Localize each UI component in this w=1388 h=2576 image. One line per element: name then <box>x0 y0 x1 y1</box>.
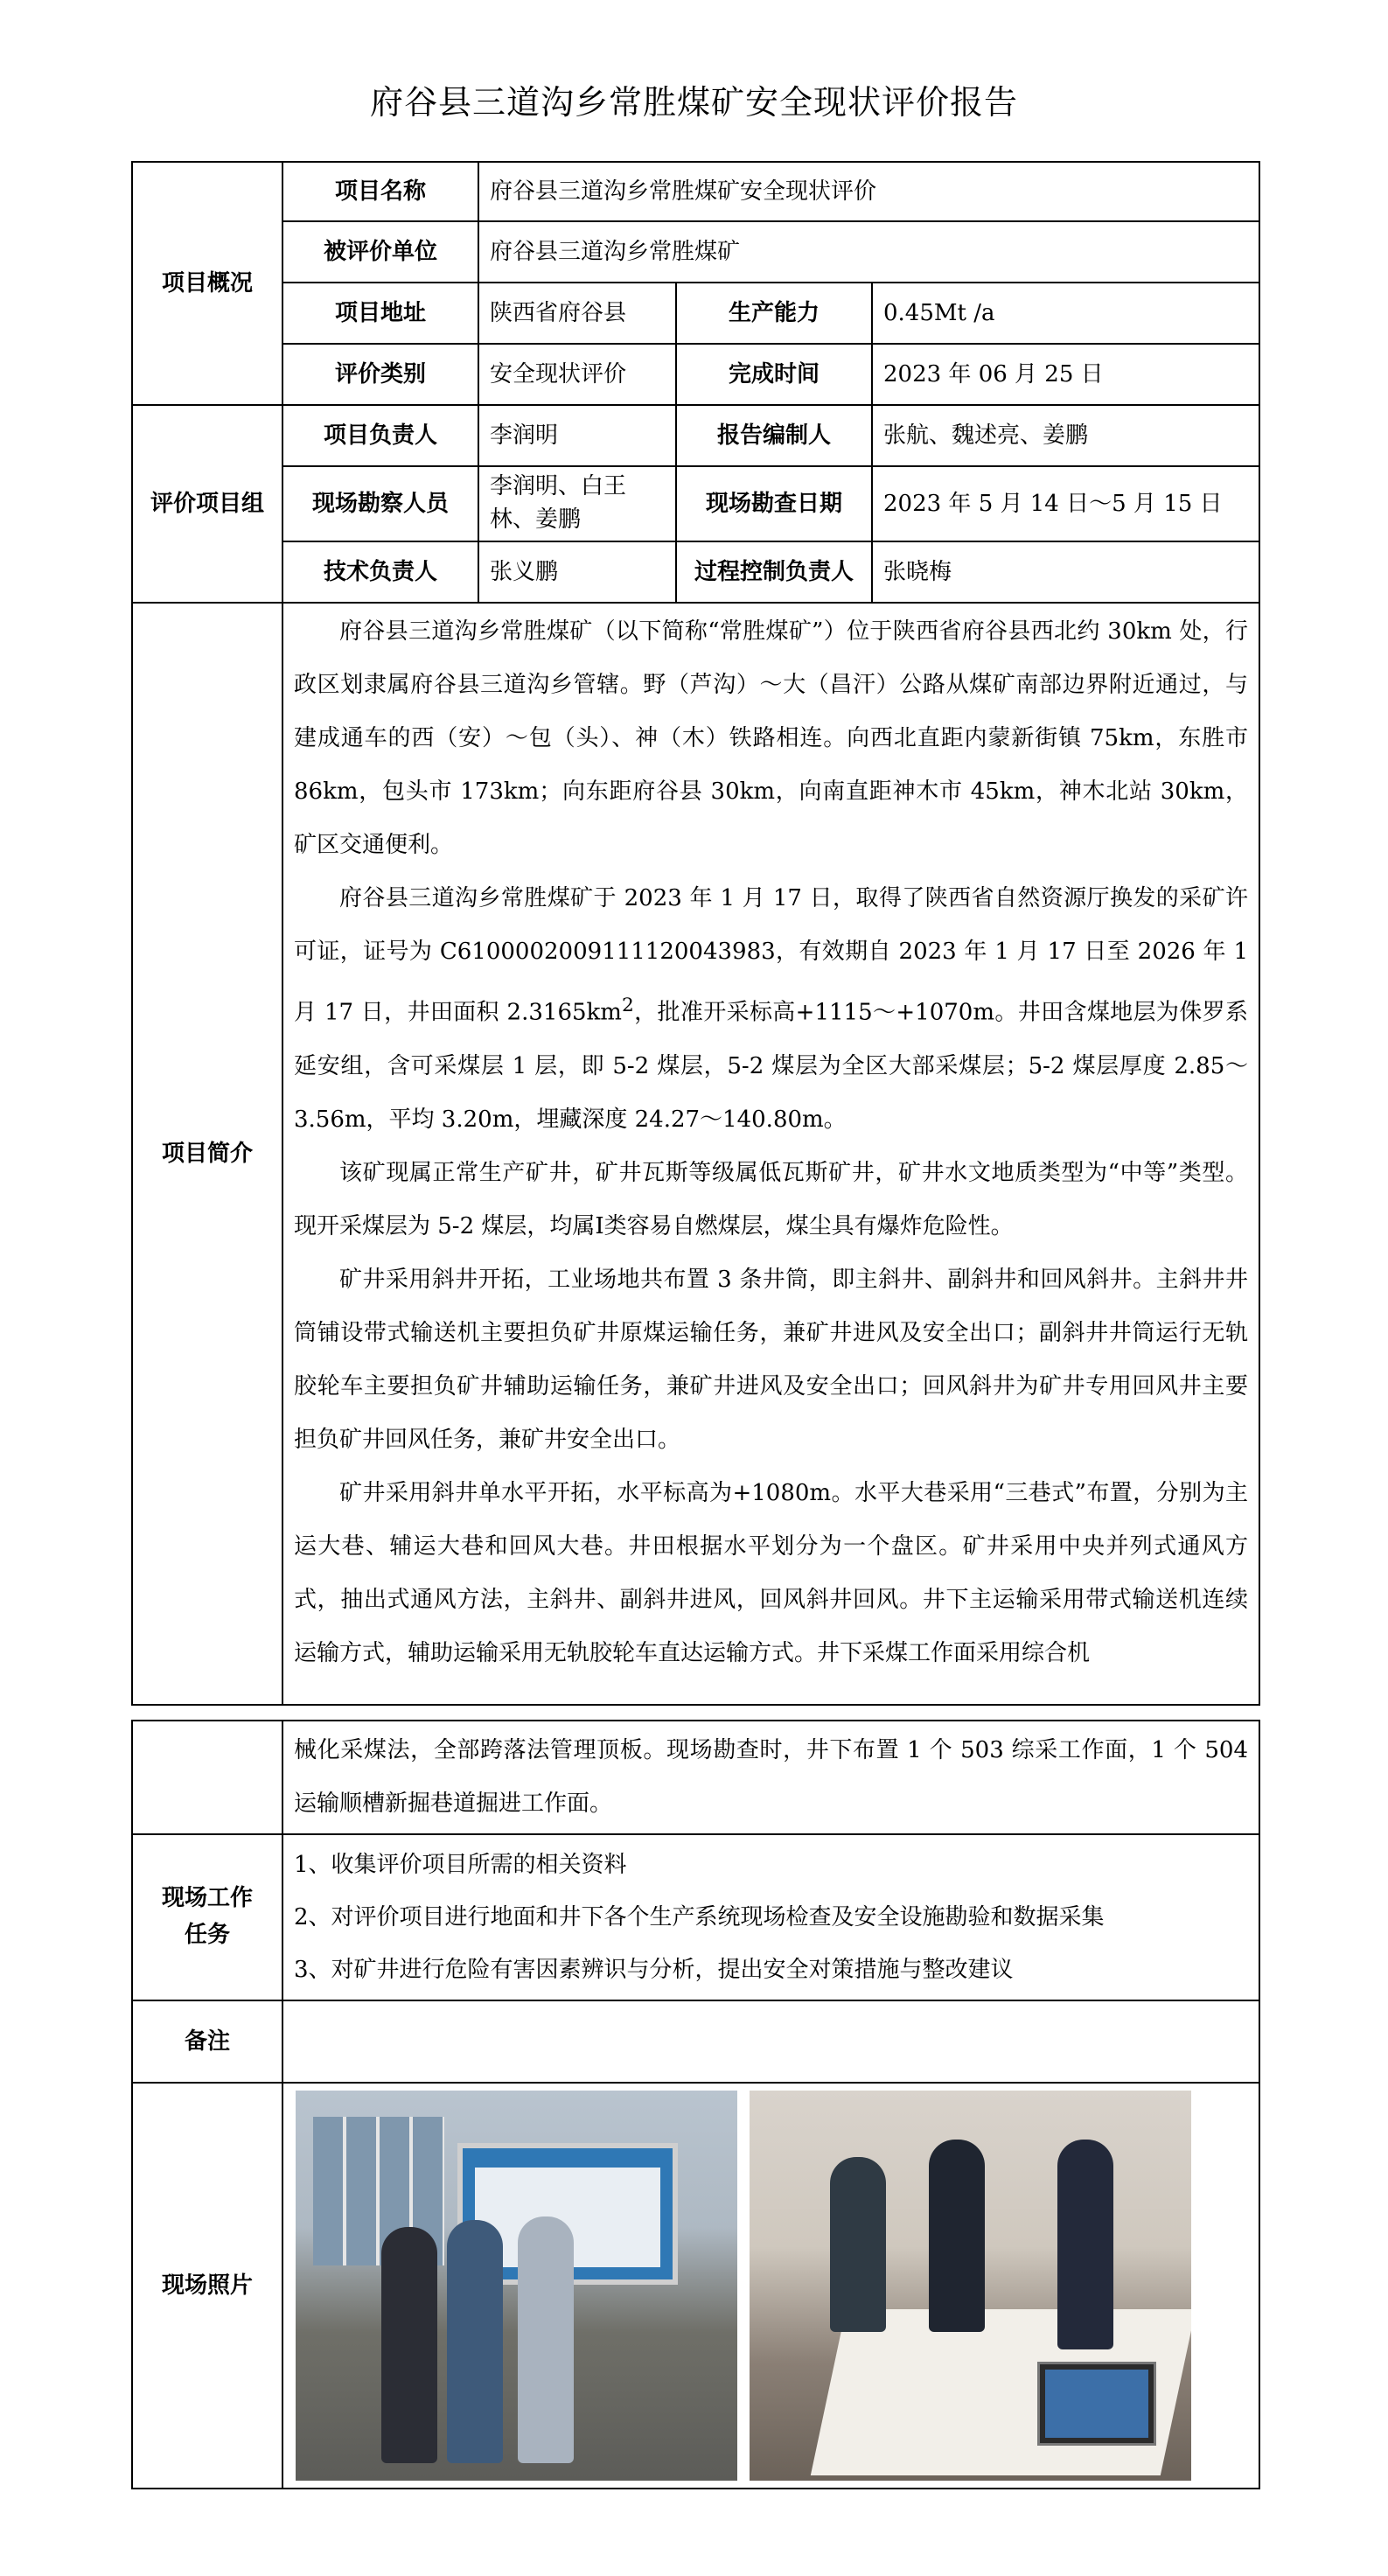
value-lead: 李润明 <box>478 405 676 466</box>
value-tech-lead: 张义鹏 <box>478 541 676 603</box>
label-project-name: 项目名称 <box>282 162 478 221</box>
section-overview: 项目概况 <box>132 162 282 405</box>
section-tasks-text: 现场工作任务 <box>161 1885 253 1948</box>
report-table-page1 <box>131 161 1260 1706</box>
value-evaluated-unit: 府谷县三道沟乡常胜煤矿 <box>478 221 1259 283</box>
intro-continuation <box>282 1721 1259 1834</box>
section-remarks: 备注 <box>132 2000 282 2083</box>
label-tech-lead: 技术负责人 <box>282 541 478 603</box>
intro-paragraph: 府谷县三道沟乡常胜煤矿（以下简称“常胜煤矿”）位于陕西省府谷县西北约 30km 处，行政区划隶属府谷县三道沟乡管辖。野（芦沟）～大（昌汗）公路从煤矿南部边界附近通过，与建成通车的西（安）～包（头）、神（木）铁路相连。向西北直距内蒙新街镇 75km，东胜市 86km，包头市 173km；向东距府谷县 30km，向南直距神木市 45km，神木北站 30km，矿区交通便利。 <box>294 618 1249 858</box>
intro-paragraph: 矿井采用斜井开拓，工业场地共布置 3 条井筒，即主斜井、副斜井和回风斜井。主斜井井筒铺设带式输送机主要担负矿井原煤运输任务，兼矿井进风及安全出口；副斜井井筒运行无轨胶轮车主要担负矿井辅助运输任务，兼矿井进风及安全出口；回风斜井为矿井专用回风井主要担负矿井回风任务，兼矿井安全出口。 <box>294 1266 1249 1453</box>
superscript: 2 <box>621 995 634 1016</box>
value-surveyor: 李润明、白王林、姜鹏 <box>478 466 676 541</box>
section-intro: 项目简介 <box>132 603 282 1705</box>
label-author: 报告编制人 <box>676 405 872 466</box>
value-survey-date: 2023 年 5 月 14 日～5 月 15 日 <box>872 466 1259 541</box>
value-author: 张航、魏述亮、姜鹏 <box>872 405 1259 466</box>
value-project-name: 府谷县三道沟乡常胜煤矿安全现状评价 <box>478 162 1259 221</box>
intro-paragraph: 该矿现属正常生产矿井，矿井瓦斯等级属低瓦斯矿井，矿井水文地质类型为“中等”类型。现开采煤层为 5-2 煤层，均属Ⅰ类容易自燃煤层，煤尘具有爆炸危险性。 <box>294 1159 1249 1239</box>
intro-paragraph <box>294 872 1248 1147</box>
task-item: 1、收集评价项目所需的相关资料 <box>294 1852 627 1878</box>
label-evaluated-unit: 被评价单位 <box>282 221 478 283</box>
report-table-page2 <box>131 1720 1260 2489</box>
site-photo-indoor <box>750 2091 1191 2481</box>
section-photos: 现场照片 <box>132 2083 282 2489</box>
value-capacity: 0.45Mt /a <box>872 283 1259 344</box>
label-capacity: 生产能力 <box>676 283 872 344</box>
photos-cell <box>282 2083 1259 2489</box>
task-item: 2、对评价项目进行地面和井下各个生产系统现场检查及安全设施勘验和数据采集 <box>294 1904 1105 1930</box>
label-process-lead: 过程控制负责人 <box>676 541 872 603</box>
section-team: 评价项目组 <box>132 405 282 603</box>
intro-text: ，批准开采标高+1115～+1070m。井田含煤地层为侏罗系延安组，含可采煤层 1 层，即 5-2 煤层，5-2 煤层为全区大部采煤层；5-2 煤层厚度 2.85～3.56m，平均 3.20m，埋藏深度 24.27～140.80m。 <box>294 999 1249 1133</box>
task-item: 3、对矿井进行危险有害因素辨识与分析，提出安全对策措施与整改建议 <box>294 1957 1014 1983</box>
intro-body <box>282 603 1259 1705</box>
tasks-list <box>282 1834 1259 2000</box>
value-remarks <box>282 2000 1259 2083</box>
label-surveyor: 现场勘察人员 <box>282 466 478 541</box>
intro-paragraph: 矿井采用斜井单水平开拓，水平标高为+1080m。水平大巷采用“三巷式”布置，分别为主运大巷、辅运大巷和回风大巷。井田根据水平划分为一个盘区。矿井采用中央并列式通风方式，抽出式通风方法，主斜井、副斜井进风，回风斜井回风。井下主运输采用带式输送机连续运输方式，辅助运输采用无轨胶轮车直达运输方式。井下采煤工作面采用综合机 <box>294 1479 1249 1666</box>
label-category: 评价类别 <box>282 344 478 405</box>
value-process-lead: 张晓梅 <box>872 541 1259 603</box>
value-category: 安全现状评价 <box>478 344 676 405</box>
document-title: 府谷县三道沟乡常胜煤矿安全现状评价报告 <box>369 83 1018 122</box>
label-completion: 完成时间 <box>676 344 872 405</box>
label-survey-date: 现场勘查日期 <box>676 466 872 541</box>
intro-text: 府谷县三道沟乡常胜煤矿于 2023 年 1 月 17 日，取得了陕西省自然资源厅换发的采矿许可证，证号为 C6100002009111120043983，有效期自 2023 年 1 月 17 日至 2026 年 1 月 17 日，井田面积 2.3165km <box>294 885 1249 1026</box>
site-photo-outdoor <box>296 2091 737 2481</box>
intro-continuation-label <box>132 1721 282 1834</box>
intro-paragraph: 械化采煤法，全部跨落法管理顶板。现场勘查时，井下布置 1 个 503 综采工作面，1 个 504 运输顺槽新掘巷道掘进工作面。 <box>294 1737 1248 1817</box>
value-completion: 2023 年 06 月 25 日 <box>872 344 1259 405</box>
label-address: 项目地址 <box>282 283 478 344</box>
value-address: 陕西省府谷县 <box>478 283 676 344</box>
section-tasks <box>132 1834 282 2000</box>
label-lead: 项目负责人 <box>282 405 478 466</box>
